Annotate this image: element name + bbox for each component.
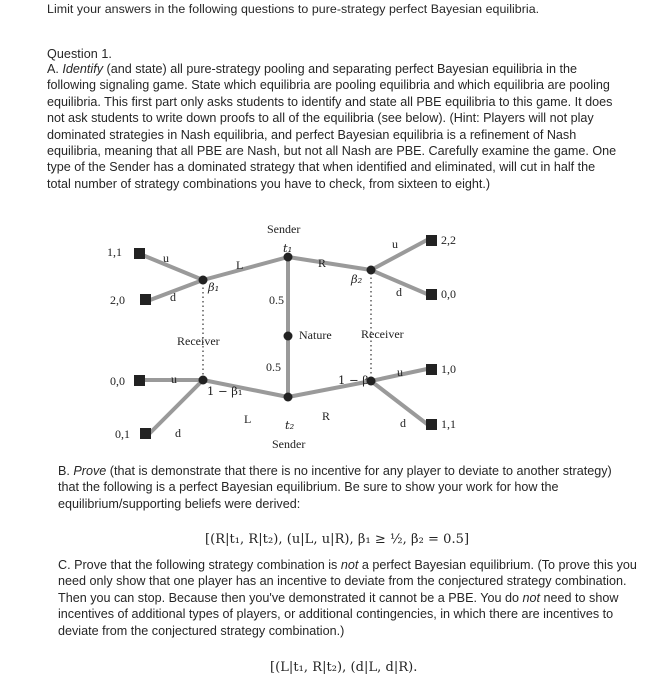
type-t1-label: t₁ bbox=[283, 241, 293, 255]
terminal-right-top-d bbox=[426, 289, 437, 300]
terminal-left-bottom-u bbox=[134, 375, 145, 386]
nature-label: Nature bbox=[299, 328, 332, 342]
belief-one-minus-beta2-label: 1 − β₂ bbox=[338, 373, 374, 387]
terminal-right-bottom-d bbox=[426, 419, 437, 430]
branch-u-left-top bbox=[140, 254, 203, 280]
prob-bottom-label: 0.5 bbox=[266, 360, 281, 374]
branch-R-t1 bbox=[288, 257, 371, 270]
part-c-line-1: C. Prove that the following strategy combination is not a perfect Bayesian equilibrium. (To prove this you bbox=[58, 558, 637, 572]
move-d-left-bottom: d bbox=[175, 426, 181, 440]
terminal-right-bottom-u bbox=[426, 364, 437, 375]
instructions-header: Limit your answers in the following questions to pure-strategy perfect Bayesian equilibria. bbox=[47, 2, 540, 16]
payoff-left-bottom-d: 0,1 bbox=[115, 427, 130, 441]
move-u-right-bottom: u bbox=[397, 365, 403, 379]
payoff-left-top-u: 1,1 bbox=[107, 245, 122, 259]
payoff-right-top-u: 2,2 bbox=[441, 233, 456, 247]
part-c-formula: [(L|t₁, R|t₂), (d|L, d|R). bbox=[270, 660, 418, 675]
part-a-line: following signaling game. State which equilibria are pooling equilibria and which equilibria are pooling bbox=[47, 78, 610, 93]
payoff-right-bottom-u: 1,0 bbox=[441, 362, 456, 376]
part-c-line: need only show that one player has an incentive to deviate from the conjectured strategy combination. bbox=[58, 574, 627, 589]
type-t2-label: t₂ bbox=[285, 418, 295, 432]
prob-top-label: 0.5 bbox=[269, 293, 284, 307]
move-u-left-bottom: u bbox=[171, 372, 177, 386]
part-c-line-3: Then you can stop. Because then you've demonstrated it cannot be a PBE. You do not need to show bbox=[58, 590, 619, 605]
part-a-line: dominated strategies in Nash equilibria, and perfect Bayesian equilibria is a refinement of Nash bbox=[47, 127, 577, 142]
part-a-line: not ask students to write down proofs to all of the equilibria (see below). (Hint: Players will not play bbox=[47, 111, 594, 126]
part-c-paragraph bbox=[58, 557, 637, 639]
part-b-paragraph bbox=[58, 463, 612, 512]
move-L-bottom-label: L bbox=[244, 412, 252, 426]
belief-one-minus-beta1-label: 1 − β₁ bbox=[207, 384, 243, 398]
part-c-line: incentives of additional types of players, or additional contingencies, in which there are incentives to bbox=[58, 607, 614, 622]
move-L-top-label: L bbox=[236, 258, 244, 272]
branch-u-right-top bbox=[371, 240, 427, 270]
terminal-left-bottom-d bbox=[140, 428, 151, 439]
part-b-line: that the following is a perfect Bayesian equilibrium. Be sure to show your work for how the bbox=[58, 480, 559, 495]
terminal-left-top-d bbox=[140, 294, 151, 305]
part-b-formula: [(R|t₁, R|t₂), (u|L, u|R), β₁ ≥ ½, β₂ = 0.5] bbox=[205, 532, 470, 547]
part-a-line: equilibria, meaning that all PBE are Nash, but not all Nash are PBE. Carefully examine the game. One bbox=[47, 144, 617, 159]
move-u-right-top: u bbox=[392, 237, 398, 251]
branch-d-left-top bbox=[150, 280, 203, 300]
move-d-left-top: d bbox=[170, 290, 176, 304]
move-d-right-bottom: d bbox=[400, 416, 406, 430]
move-d-right-top: d bbox=[396, 285, 402, 299]
part-a-line: type of the Sender has a dominated strategy that when identified and eliminated, will cut in half the bbox=[47, 160, 596, 175]
receiver-left-label: Receiver bbox=[177, 334, 220, 348]
belief-beta1-label: β₁ bbox=[208, 280, 220, 294]
move-R-top-label: R bbox=[318, 256, 327, 270]
payoff-left-top-d: 2,0 bbox=[110, 293, 125, 307]
question-title: Question 1. bbox=[47, 47, 112, 61]
part-b-verb: Prove bbox=[73, 464, 107, 478]
branch-d-right-bottom bbox=[371, 381, 427, 424]
payoff-left-bottom-u: 0,0 bbox=[110, 374, 125, 388]
node-nature bbox=[284, 332, 293, 341]
sender-top-label: Sender bbox=[267, 222, 301, 236]
node-receiver-right-top bbox=[367, 266, 376, 275]
sender-bottom-label: Sender bbox=[272, 437, 306, 451]
receiver-right-label: Receiver bbox=[361, 327, 404, 341]
belief-beta2-label: β₂ bbox=[351, 272, 363, 286]
payoff-right-top-d: 0,0 bbox=[441, 287, 456, 301]
part-c-line: deviate from the conjectured strategy combination.) bbox=[58, 623, 345, 638]
node-sender-t2 bbox=[284, 393, 293, 402]
terminal-right-top-u bbox=[426, 235, 437, 246]
part-a-line-1: A. Identify (and state) all pure-strategy pooling and separating perfect Bayesian equilibria in the bbox=[47, 62, 577, 76]
part-b-line-1: B. Prove (that is demonstrate that there is no incentive for any player to deviate to another strategy) bbox=[58, 464, 612, 478]
part-b-line: equilibrium/supporting beliefs were derived: bbox=[58, 496, 301, 511]
part-a-verb: Identify bbox=[62, 62, 104, 76]
part-a-line: total number of strategy combinations you have to check, from sixteen to eight.) bbox=[47, 176, 491, 191]
branch-L-t1 bbox=[203, 257, 288, 280]
payoff-right-bottom-d: 1,1 bbox=[441, 417, 456, 431]
part-a-line: equilibria. This first part only asks students to identify and state all PBE equilibria to this game. It does bbox=[47, 94, 613, 109]
node-receiver-left-top bbox=[199, 276, 208, 285]
terminal-left-top-u bbox=[134, 248, 145, 259]
move-u-left-top: u bbox=[163, 251, 169, 265]
move-R-bottom-label: R bbox=[322, 409, 331, 423]
